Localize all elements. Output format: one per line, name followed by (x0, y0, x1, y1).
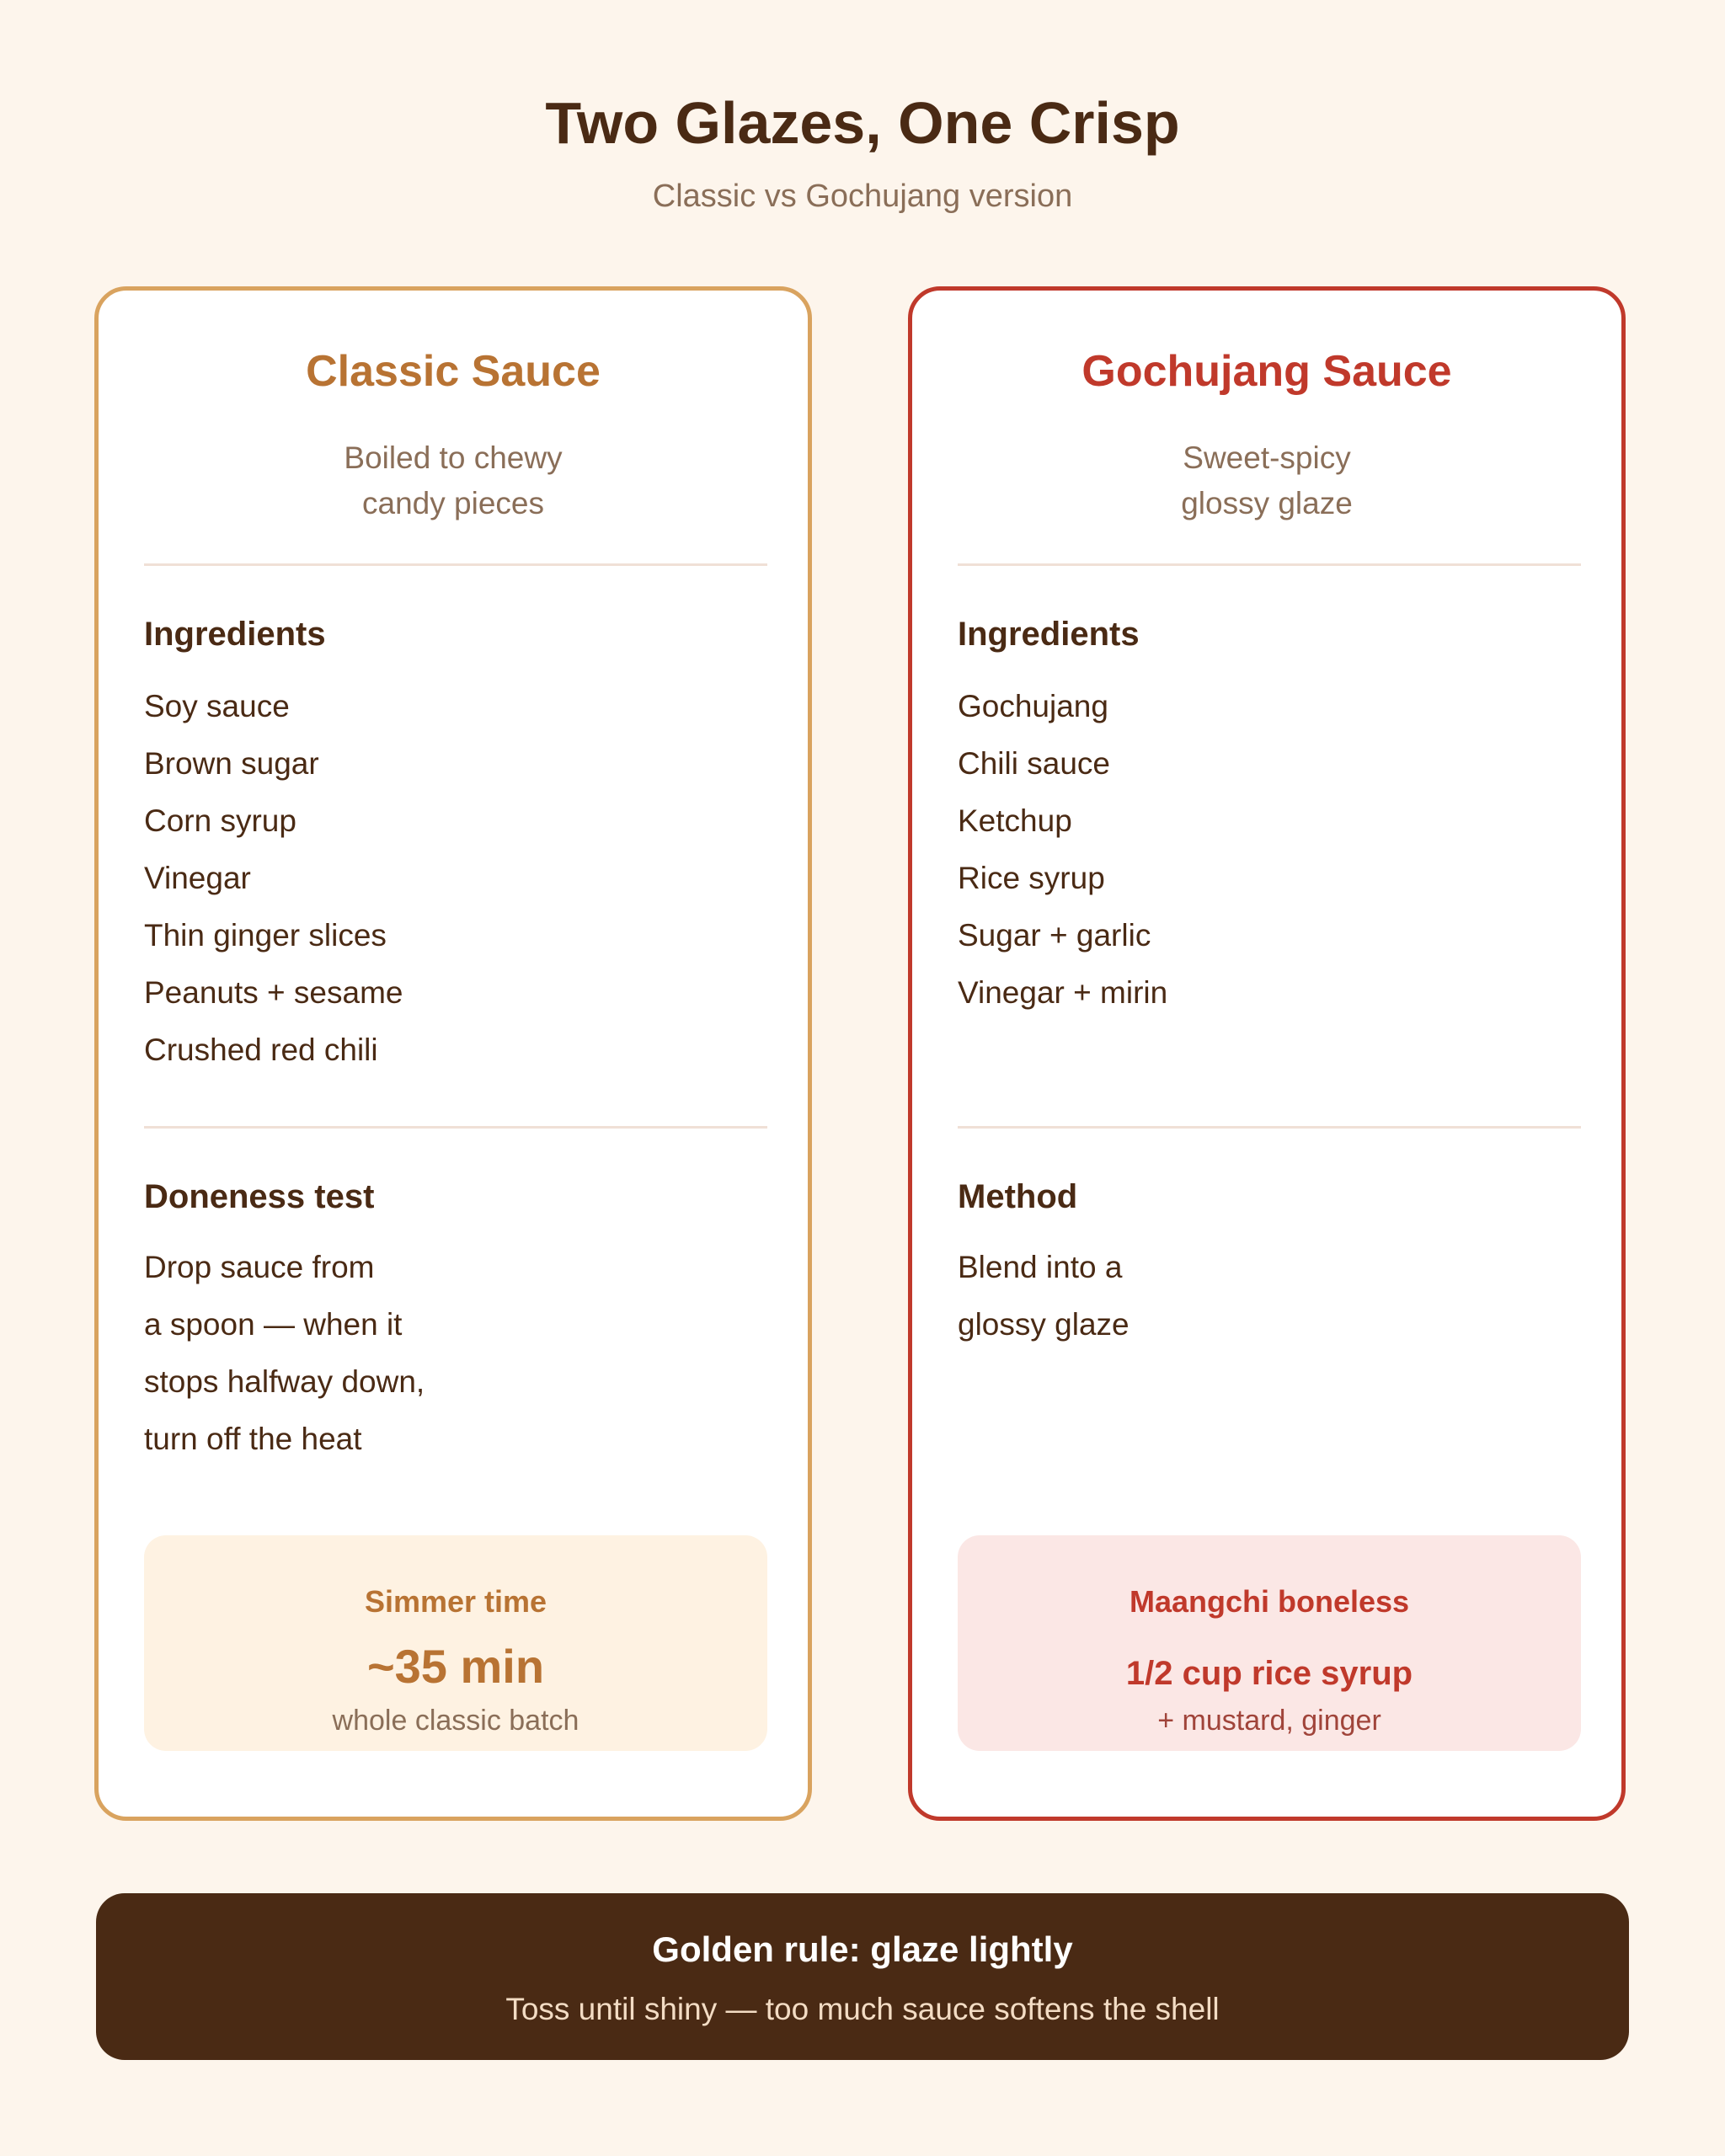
ingredient-item: Vinegar + mirin (958, 975, 1168, 1010)
divider (144, 1126, 767, 1129)
callout-label: Simmer time (364, 1584, 547, 1619)
page-title: Two Glazes, One Crisp (545, 90, 1180, 156)
golden-rule-title: Golden rule: glaze lightly (652, 1929, 1073, 1969)
divider (958, 563, 1581, 566)
gochujang-card-title: Gochujang Sauce (1081, 347, 1452, 396)
divider (144, 563, 767, 566)
classic-ingredients-heading: Ingredients (144, 616, 326, 653)
callout-value: 1/2 cup rice syrup (1125, 1655, 1413, 1692)
callout-note: whole classic batch (332, 1705, 579, 1737)
doneness-line: stops halfway down, (144, 1364, 425, 1399)
ingredient-item: Thin ginger slices (144, 918, 387, 953)
gochujang-description-line: glossy glaze (1181, 486, 1353, 520)
gochujang-ingredients-list (958, 678, 1167, 1022)
method-line: Blend into a (958, 1250, 1123, 1284)
ingredient-item: Corn syrup (144, 803, 296, 838)
callout-value: ~35 min (366, 1640, 545, 1693)
ingredient-item: Gochujang (958, 689, 1108, 723)
ingredient-item: Peanuts + sesame (144, 975, 403, 1010)
callout-label: Maangchi boneless (1129, 1584, 1410, 1619)
gochujang-description-line: Sweet-spicy (1183, 440, 1351, 475)
golden-rule-banner (96, 1893, 1629, 2060)
gochujang-maangchi-callout (958, 1535, 1581, 1751)
classic-card-title: Classic Sauce (306, 347, 601, 396)
doneness-line: a spoon — when it (144, 1307, 403, 1342)
classic-card-description (99, 435, 808, 526)
gochujang-sauce-card (908, 286, 1626, 1821)
classic-ingredients-list (144, 678, 403, 1079)
golden-rule-text: Toss until shiny — too much sauce softens the shell (505, 1992, 1220, 2026)
page-subtitle: Classic vs Gochujang version (652, 179, 1073, 214)
classic-sauce-card (94, 286, 812, 1821)
classic-description-line: candy pieces (362, 486, 544, 520)
classic-doneness-text (144, 1239, 425, 1468)
ingredient-item: Soy sauce (144, 689, 290, 723)
ingredient-item: Ketchup (958, 803, 1072, 838)
ingredient-item: Crushed red chili (144, 1033, 378, 1067)
divider (958, 1126, 1581, 1129)
gochujang-method-heading: Method (958, 1178, 1078, 1215)
classic-description-line: Boiled to chewy (344, 440, 563, 475)
ingredient-item: Vinegar (144, 861, 251, 895)
gochujang-card-description (912, 435, 1621, 526)
callout-note: + mustard, ginger (1157, 1705, 1381, 1737)
doneness-line: Drop sauce from (144, 1250, 375, 1284)
classic-doneness-heading: Doneness test (144, 1178, 375, 1215)
gochujang-method-text (958, 1239, 1130, 1353)
ingredient-item: Brown sugar (144, 746, 319, 781)
ingredient-item: Chili sauce (958, 746, 1110, 781)
classic-simmer-callout (144, 1535, 767, 1751)
method-line: glossy glaze (958, 1307, 1130, 1342)
doneness-line: turn off the heat (144, 1422, 362, 1456)
ingredient-item: Rice syrup (958, 861, 1105, 895)
ingredient-item: Sugar + garlic (958, 918, 1151, 953)
gochujang-ingredients-heading: Ingredients (958, 616, 1140, 653)
